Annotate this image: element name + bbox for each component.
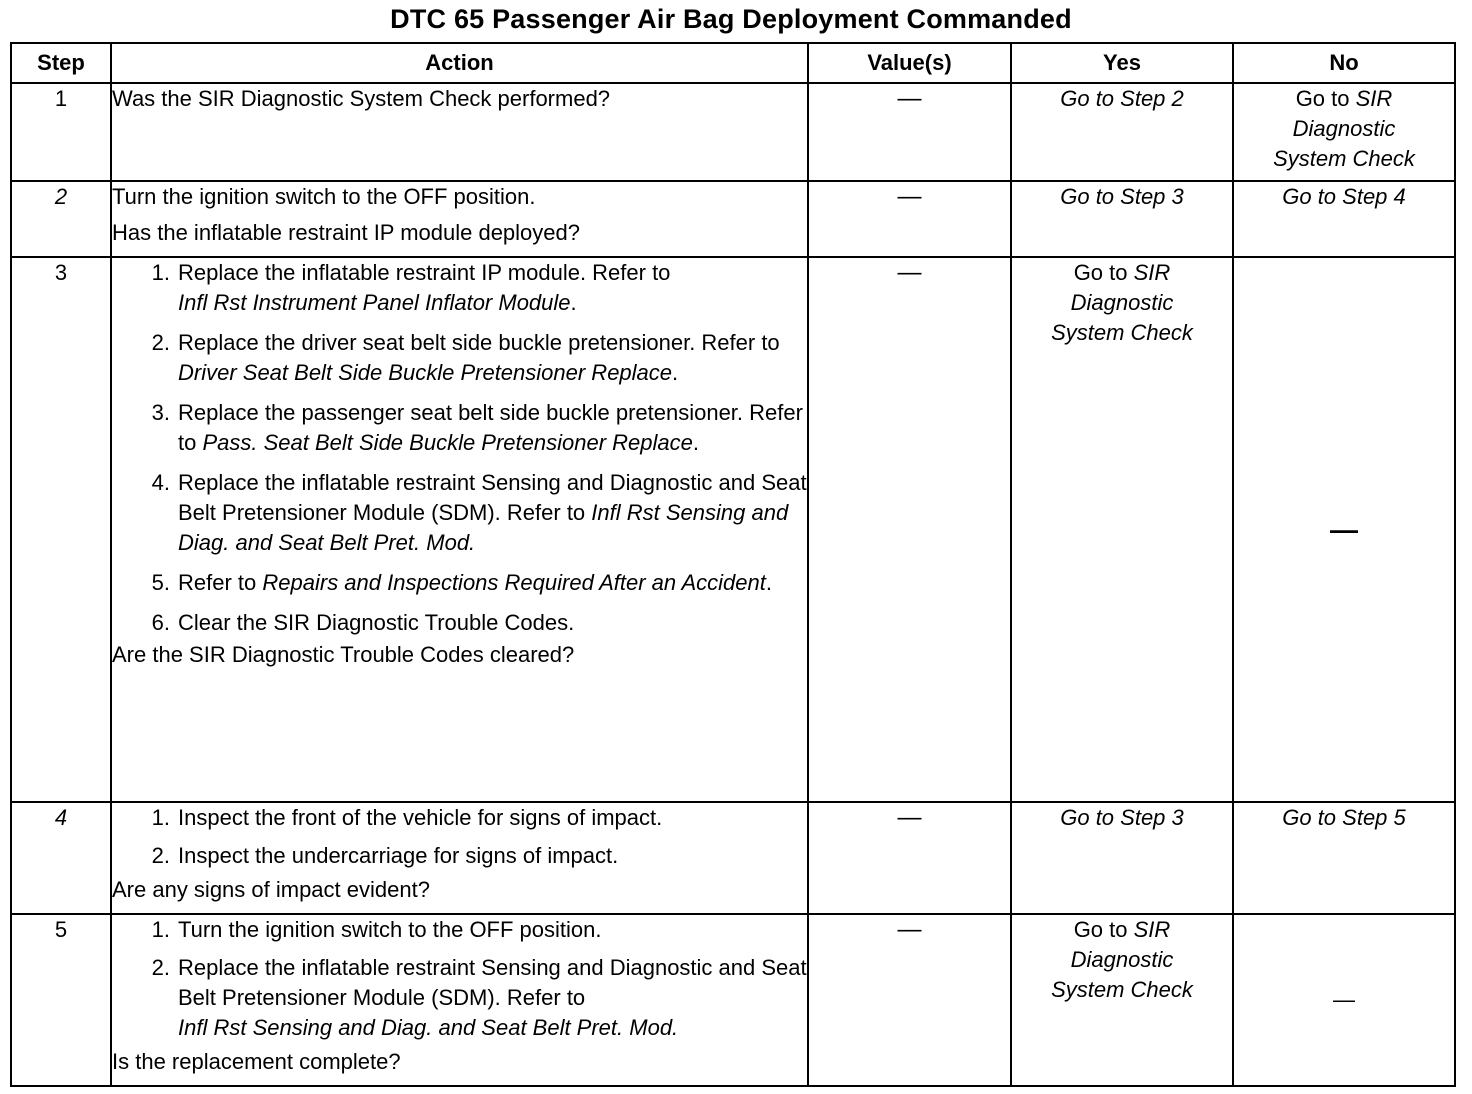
no-link[interactable]: System Check xyxy=(1273,146,1415,171)
action-cell xyxy=(111,181,808,257)
step-number: 3 xyxy=(11,257,111,802)
list-item: 3. Replace the passenger seat belt side buckle pretensioner. Refer to Pass. Seat Belt Side Buckle Pretensioner Replace. xyxy=(151,400,803,455)
step-number: 1 xyxy=(11,83,111,181)
no-cell xyxy=(1233,181,1455,257)
list-item: 1. Replace the inflatable restraint IP module. Refer to Infl Rst Instrument Panel Inflator Module. xyxy=(151,260,671,315)
reference-link[interactable]: Infl Rst Instrument Panel Inflator Module xyxy=(178,290,571,315)
yes-link[interactable]: SIR xyxy=(1133,260,1171,285)
yes-cell xyxy=(1011,257,1233,802)
step-number: 5 xyxy=(11,914,111,1086)
procedure-list xyxy=(112,803,807,871)
header-row xyxy=(11,43,1455,83)
action-cell xyxy=(111,914,808,1086)
yes-cell xyxy=(1011,802,1233,914)
action-question: Are any signs of impact evident? xyxy=(112,877,430,902)
no-prefix: Go to xyxy=(1295,86,1350,111)
yes-prefix: Go to xyxy=(1073,260,1128,285)
header-yes: Yes xyxy=(1011,43,1233,83)
no-cell: — xyxy=(1233,257,1455,802)
list-item: 2. Replace the inflatable restraint Sensing and Diagnostic and Seat Belt Pretensioner Module (SDM). Refer to Infl Rst Sensing and Diag. and Seat Belt Pret. Mod. xyxy=(151,955,807,1040)
reference-link[interactable]: Infl Rst Sensing and Diag. and Seat Belt Pret. Mod. xyxy=(178,1015,679,1040)
yes-link[interactable]: System Check xyxy=(1051,320,1193,345)
yes-cell xyxy=(1011,914,1233,1086)
reference-link[interactable]: Repairs and Inspections Required After an Accident xyxy=(262,570,766,595)
header-step: Step xyxy=(11,43,111,83)
reference-link[interactable]: Infl Rst Sensing and Diag. and Seat Belt Pret. Mod. xyxy=(178,500,789,555)
no-link[interactable]: Go to Step 5 xyxy=(1282,805,1406,830)
table-row xyxy=(11,802,1455,914)
action-question: Are the SIR Diagnostic Trouble Codes cleared? xyxy=(112,642,575,667)
page-title: DTC 65 Passenger Air Bag Deployment Commanded xyxy=(390,4,1072,34)
header-action: Action xyxy=(111,43,808,83)
yes-link[interactable]: Go to Step 2 xyxy=(1060,86,1184,111)
dtc-table xyxy=(10,42,1456,1087)
list-item: 1. Turn the ignition switch to the OFF position. xyxy=(151,917,602,942)
no-cell xyxy=(1233,802,1455,914)
list-item: 4. Replace the inflatable restraint Sensing and Diagnostic and Seat Belt Pretensioner Module (SDM). Refer to Infl Rst Sensing and Diag. and Seat Belt Pret. Mod. xyxy=(151,470,807,555)
value-cell: — xyxy=(808,257,1011,802)
procedure-list xyxy=(112,915,807,1043)
yes-link[interactable]: Diagnostic xyxy=(1070,290,1174,315)
action-cell xyxy=(111,802,808,914)
table-row xyxy=(11,257,1455,802)
yes-link[interactable]: System Check xyxy=(1051,977,1193,1002)
yes-link[interactable]: SIR xyxy=(1133,917,1171,942)
no-link[interactable]: SIR xyxy=(1355,86,1393,111)
step-number: 2 xyxy=(11,181,111,257)
list-item: 2. Replace the driver seat belt side buckle pretensioner. Refer to Driver Seat Belt Side Buckle Pretensioner Replace. xyxy=(151,330,780,385)
no-cell: — xyxy=(1233,914,1455,1086)
step-number: 4 xyxy=(11,802,111,914)
no-cell xyxy=(1233,83,1455,181)
reference-link[interactable]: Driver Seat Belt Side Buckle Pretensioner Replace xyxy=(178,360,673,385)
reference-link[interactable]: Pass. Seat Belt Side Buckle Pretensioner Replace xyxy=(202,430,693,455)
list-item: 1. Inspect the front of the vehicle for signs of impact. xyxy=(151,805,663,830)
header-values: Value(s) xyxy=(808,43,1011,83)
yes-link[interactable]: Go to Step 3 xyxy=(1060,184,1184,209)
no-link[interactable]: Go to Step 4 xyxy=(1282,184,1406,209)
value-cell: — xyxy=(808,802,1011,914)
yes-cell xyxy=(1011,83,1233,181)
table-row xyxy=(11,181,1455,257)
list-item: 5. Refer to Repairs and Inspections Required After an Accident. xyxy=(151,570,772,595)
action-text: Turn the ignition switch to the OFF position. xyxy=(112,184,536,209)
table-row xyxy=(11,83,1455,181)
list-item: 6. Clear the SIR Diagnostic Trouble Codes. xyxy=(151,610,575,635)
value-cell: — xyxy=(808,914,1011,1086)
action-question: Has the inflatable restraint IP module deployed? xyxy=(112,220,580,245)
header-no: No xyxy=(1233,43,1455,83)
value-cell: — xyxy=(808,83,1011,181)
action-cell xyxy=(111,83,808,181)
yes-prefix: Go to xyxy=(1073,917,1128,942)
no-link[interactable]: Diagnostic xyxy=(1292,116,1396,141)
action-question: Is the replacement complete? xyxy=(112,1049,401,1074)
action-text: Was the SIR Diagnostic System Check performed? xyxy=(112,86,611,111)
value-cell: — xyxy=(808,181,1011,257)
procedure-list xyxy=(112,258,807,638)
yes-link[interactable]: Diagnostic xyxy=(1070,947,1174,972)
yes-link[interactable]: Go to Step 3 xyxy=(1060,805,1184,830)
table-row xyxy=(11,914,1455,1086)
list-item: 2. Inspect the undercarriage for signs of impact. xyxy=(151,843,619,868)
action-cell xyxy=(111,257,808,802)
yes-cell xyxy=(1011,181,1233,257)
